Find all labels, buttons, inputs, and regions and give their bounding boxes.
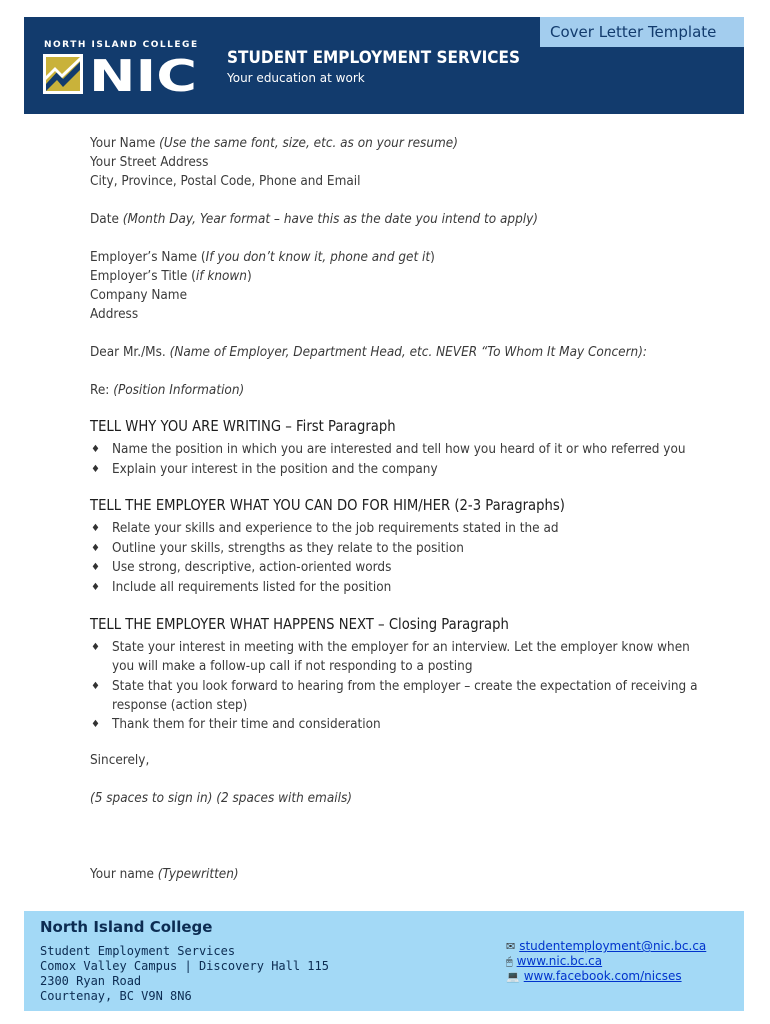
bullet-text: Name the position in which you are interested and tell how you heard of it or who referred you <box>112 442 686 457</box>
typed-name: Your name <box>90 867 158 882</box>
employer-name-line <box>90 248 435 267</box>
bullet-text: Relate your skills and experience to the job requirements stated in the ad <box>112 521 559 536</box>
footer-college-name: North Island College <box>40 918 213 936</box>
diamond-bullet-icon: ♦ <box>91 562 100 573</box>
footer-website <box>506 954 602 969</box>
footer-address-line: Courtenay, BC V9N 8N6 <box>40 989 192 1003</box>
department-title: STUDENT EMPLOYMENT SERVICES <box>227 48 520 68</box>
sign-note: (5 spaces to sign in) (2 spaces with emails) <box>90 791 352 806</box>
employer-title-close: ) <box>246 269 252 284</box>
typed-name-line <box>90 865 239 884</box>
section-heading-1: TELL WHY YOU ARE WRITING – First Paragraph <box>90 417 396 435</box>
employer-title-line <box>90 267 252 286</box>
diamond-bullet-icon: ♦ <box>91 681 100 692</box>
salutation-line <box>90 343 647 362</box>
employer-title: Employer’s Title ( <box>90 269 196 284</box>
company-address: Address <box>90 307 139 322</box>
sender-name: Your Name <box>90 136 160 151</box>
employer-name-note: If you don’t know it, phone and get it <box>205 250 431 265</box>
diamond-bullet-icon: ♦ <box>91 719 100 730</box>
computer-icon: 💻 <box>506 970 520 983</box>
footer-address-line: Comox Valley Campus | Discovery Hall 115 <box>40 959 329 973</box>
sender-street: Your Street Address <box>90 155 209 170</box>
date-label: Date <box>90 212 123 227</box>
mouse-icon: 🖱 <box>506 955 513 968</box>
bullet-text: Use strong, descriptive, action-oriented words <box>112 560 392 575</box>
tagline: Your education at work <box>227 71 365 85</box>
website-link[interactable]: www.nic.bc.ca <box>516 954 603 968</box>
diamond-bullet-icon: ♦ <box>91 582 100 593</box>
re-line <box>90 381 244 400</box>
template-tab: Cover Letter Template <box>540 17 744 47</box>
diamond-bullet-icon: ♦ <box>91 444 100 455</box>
employer-title-note: if known <box>195 269 247 284</box>
footer-band <box>24 911 744 1011</box>
re-label: Re: <box>90 383 114 398</box>
diamond-bullet-icon: ♦ <box>91 543 100 554</box>
re-note: (Position Information) <box>113 383 245 398</box>
diamond-bullet-icon: ♦ <box>91 642 100 653</box>
signature-note <box>90 789 352 808</box>
logo-text: NIC <box>89 54 197 98</box>
bullet-text: Outline your skills, strengths as they relate to the position <box>112 541 464 556</box>
bullet-text: Include all requirements listed for the position <box>112 580 392 595</box>
date-note: (Month Day, Year format – have this as the date you intend to apply) <box>122 212 538 227</box>
sincerely: Sincerely, <box>90 753 150 768</box>
bullet-text: Explain your interest in the position and the company <box>112 462 438 477</box>
employer-name-close: ) <box>430 250 435 265</box>
sender-name-line <box>90 134 458 153</box>
bullet-text: State that you look forward to hearing from the employer – create the expectation of receiving a response (action step) <box>112 679 698 713</box>
sender-city: City, Province, Postal Code, Phone and Email <box>90 174 361 189</box>
footer-address-line: Student Employment Services <box>40 944 236 958</box>
salutation-note: (Name of Employer, Department Head, etc. NEVER “To Whom It May Concern): <box>169 345 647 360</box>
bullet-text: Thank them for their time and consideration <box>112 717 381 732</box>
nic-logo <box>43 54 203 103</box>
date-line <box>90 210 538 229</box>
email-link[interactable]: studentemployment@nic.bc.ca <box>519 939 707 953</box>
footer-email <box>506 939 706 953</box>
footer-facebook <box>506 969 682 983</box>
company-name: Company Name <box>90 288 188 303</box>
sender-name-note: (Use the same font, size, etc. as on your resume) <box>159 136 458 151</box>
typed-name-note: (Typewritten) <box>157 867 239 882</box>
facebook-link[interactable]: www.facebook.com/nicses <box>523 969 682 983</box>
section-heading-2: TELL THE EMPLOYER WHAT YOU CAN DO FOR HIM/HER (2-3 Paragraphs) <box>90 496 565 514</box>
employer-name: Employer’s Name ( <box>90 250 206 265</box>
envelope-icon: ✉ <box>506 940 516 953</box>
diamond-bullet-icon: ♦ <box>91 464 100 475</box>
salutation: Dear Mr./Ms. <box>90 345 170 360</box>
footer-address-line: 2300 Ryan Road <box>40 974 142 988</box>
bullet-text: State your interest in meeting with the employer for an interview. Let the employer know when you will make a follow-up call if not responding to a posting <box>112 640 690 674</box>
diamond-bullet-icon: ♦ <box>91 523 100 534</box>
college-small-name: NORTH ISLAND COLLEGE <box>44 40 199 50</box>
section-heading-3: TELL THE EMPLOYER WHAT HAPPENS NEXT – Closing Paragraph <box>90 615 509 633</box>
